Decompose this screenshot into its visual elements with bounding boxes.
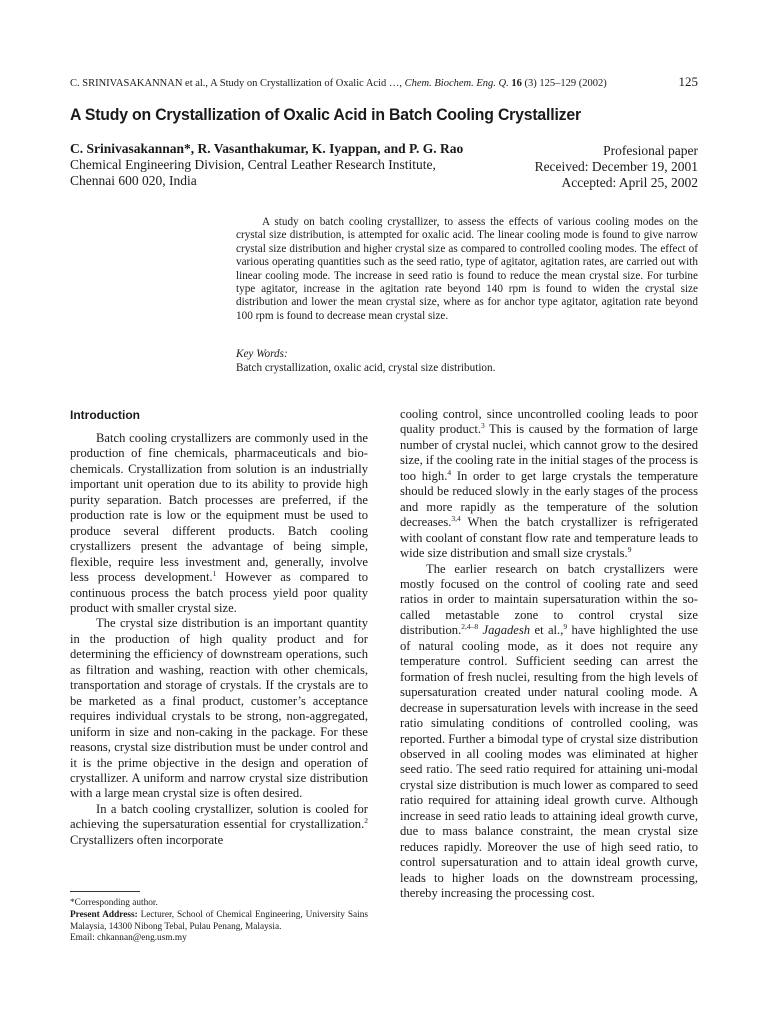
running-head (70, 74, 698, 90)
keywords: Batch crystallization, oxalic acid, crystal size distribution. (236, 362, 496, 374)
author-list: C. Srinivasakannan*, R. Vasanthakumar, K. Iyappan, and P. G. Rao (70, 141, 464, 156)
corresponding-author-note: *Corresponding author. (70, 898, 158, 908)
body-paragraph: In a batch cooling crystallizer, solution is cooled for achieving the supersaturation essential for crystallization.$^2$ Crystallizers often incorporate (70, 801, 368, 847)
abstract: A study on batch cooling crystallizer, to assess the effects of various cooling modes on the crystal size distribution, is attempted for oxalic acid. The linear cooling mode is found to give narrow crystal size distribution and higher crystal size as compared to controlled cooling modes. The effect of various operating quantities such as the seed ratio, type of agitator, agitation rates, are carried out with linear cooling mode. The increase in seed ratio is found to reduce the mean crystal size. For turbine type agitator, increase in the agitation rate beyond 140 rpm is found to widen the crystal size distribution and lower the mean crystal size, where as for anchor type agitator, agitation rate beyond 100 rpm is found to decrease mean crystal size. (236, 216, 698, 322)
body-paragraph: cooling control, since uncontrolled cooling leads to poor quality product.$^3$ This is caused by the formation of large number of crystal nuclei, which cannot grow to the desired size, if the cooling rate in the initial stages of the process is too high.$^4$ In order to get large crystals the temperature should be reduced slowly in the early stages of the process and more rapidly as the temperature of the solution decreases.$^{3,4}$ When the batch crystallizer is refrigerated with coolant of constant flow rate and temperature leads to wide size distribution and small size crystals.$^9$ (400, 407, 698, 561)
accepted-date: Accepted: April 25, 2002 (561, 175, 698, 190)
keywords-label: Key Words: (236, 348, 288, 360)
running-head-citation: C. SRINIVASAKANNAN et al., A Study on Crystallization of Oxalic Acid …, Chem. Biochem. Eng. Q. 16 (3) 125–129 (2002) (70, 78, 607, 89)
left-column (70, 407, 368, 848)
section-heading-introduction: Introduction (70, 408, 140, 422)
body-paragraph: Batch cooling crystallizers are commonly used in the production of fine chemicals, pharmaceuticals and bio-chemicals. Crystallization from solution is an industrially important unit operation due to its ability to provide high purity separation. Batch processes are preferred, if the production rate is low or the equipment must be used to produce several different products. Batch cooling crystallizers present the advantage of being simple, flexible, require less investment and, generally, involve less process development.$^1$ However as compared to continuous process the batch process yield poor quality product with smaller crystal size. (70, 431, 368, 615)
page-number: 125 (678, 74, 698, 89)
email-note: Email: chkannan@eng.usm.my (70, 933, 187, 944)
paper-title: A Study on Crystallization of Oxalic Acid in Batch Cooling Crystallizer (70, 105, 581, 124)
received-date: Received: December 19, 2001 (534, 159, 698, 174)
body-paragraph: The crystal size distribution is an important quantity in the production of high quality product and for determining the efficiency of downstream operations, such as filtration and washing, reaction with other chemicals, transportation and storage of crystals. If the crystals are to be marketed as a final product, customer’s acceptance requires individual crystals to be strong, non-aggregated, uniform in size and non-caking in the package. For these reasons, crystal size distribution must be under control and it is the prime objective in the design and operation of crystallizer. A uniform and narrow crystal size distribution with a large mean crystal size is often desired. (70, 616, 368, 801)
footnotes (70, 891, 368, 945)
footnote-rule (70, 891, 140, 892)
present-address-note: Present Address: Lecturer, School of Chemical Engineering, University Sains Malaysia, 14300 Nibong Tebal, Pulau Penang, Malaysia. (70, 909, 368, 932)
paper-type: Profesional paper (603, 143, 698, 158)
right-column (400, 407, 698, 902)
affiliation: Chemical Engineering Division, Central Leather Research Institute, Chennai 600 020, India (70, 157, 436, 188)
body-paragraph: The earlier research on batch crystallizers were mostly focused on the control of cooling rate and seed ratios in order to maintain supersaturation within the so-called metastable zone to control crystal size distribution.$^{2,4-8}$ Jagadesh et al.,$^9$ have highlighted the use of natural cooling mode, as it does not require any temperature control. Sufficient seeding can arrest the formation of fresh nuclei, resulting from the high levels of supersaturation created under natural cooling mode. A decrease in supersaturation levels with increase in the seed ratio simulating conditions of controlled cooling, was reported. Further a bimodal type of crystal size distribution observed in all cooling modes was eliminated at higher seed ratio. The seed ratio required for attaining uni-modal crystal size distribution is much lower as compared to seed ratio required for attaining ideal growth curve. Although increase in seed ratio leads to attaining ideal growth curve, due to mass balance constraint, the mean crystal size reduces rapidly. Moreover the use of high seed ratio, to control supersaturation and to attain ideal growth curve, leads to higher loads on the downstream processing, thereby increasing the processing cost. (400, 561, 698, 901)
paper-info (535, 143, 698, 191)
